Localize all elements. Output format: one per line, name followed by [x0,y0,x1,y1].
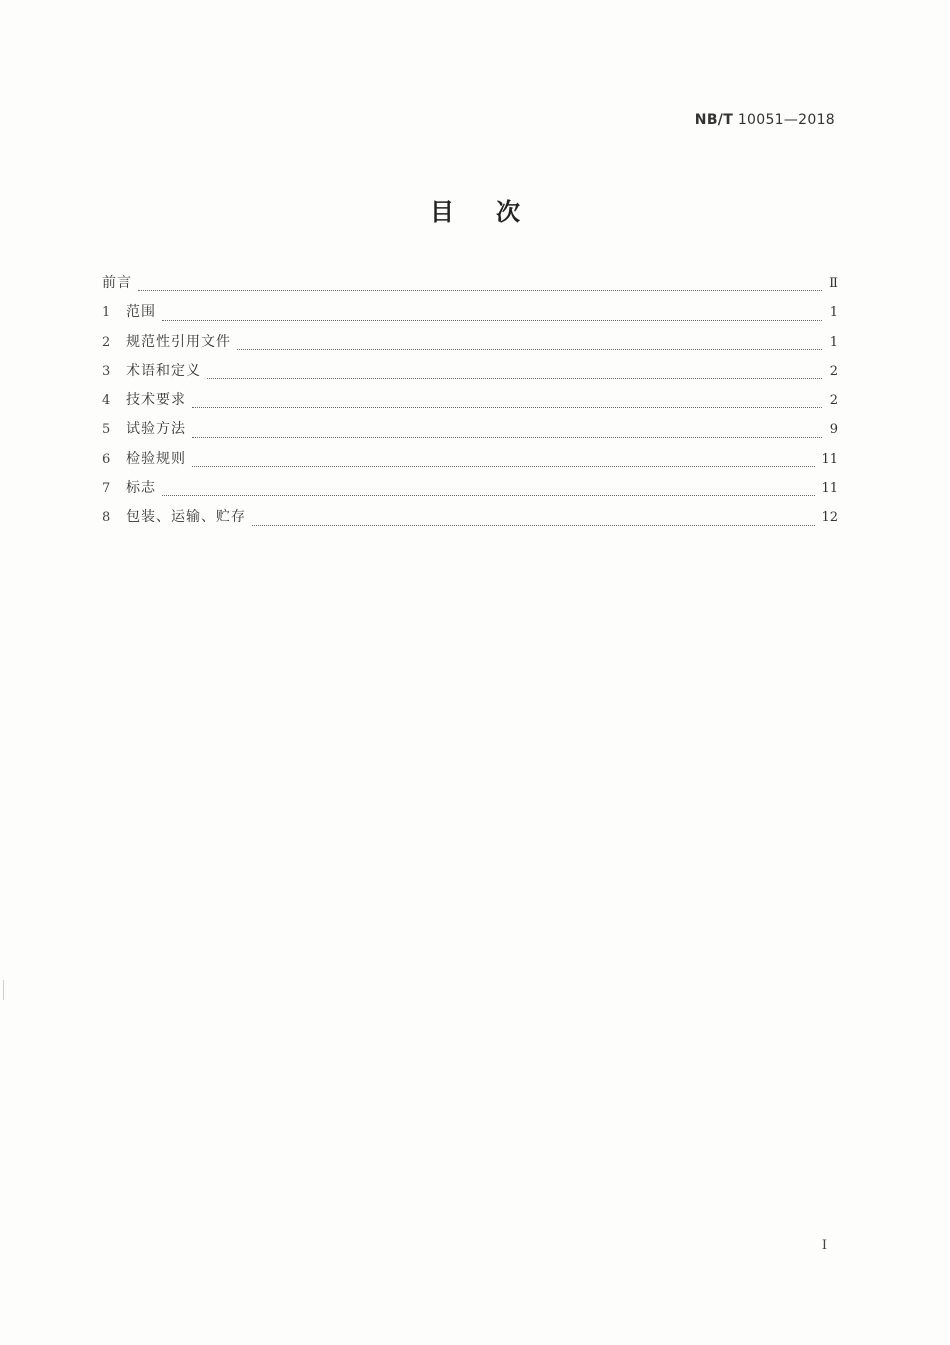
toc-entry-label: 前言 [102,275,132,291]
standard-code [695,112,835,128]
toc-entry-label: 技术要求 [126,392,186,409]
scan-artifact [3,980,4,1000]
toc-entry-label: 术语和定义 [126,362,201,379]
toc-entry[interactable] [102,301,838,330]
standard-prefix: NB/T [694,112,734,128]
toc-entry[interactable] [102,418,838,447]
toc-entry-number: 6 [102,451,111,467]
toc-leader-dots [252,525,815,526]
standard-number: 10051—2018 [737,112,835,128]
toc-entry-page: 2 [829,363,838,379]
toc-title: 目次 [430,198,562,226]
toc-entry-page: 11 [821,451,838,467]
toc-leader-dots [162,320,822,321]
toc-entry[interactable] [102,506,838,535]
toc-entry-number: 8 [102,510,111,526]
toc-entry[interactable] [102,389,838,418]
toc-entry-page: 1 [829,305,838,321]
toc-leader-dots [192,466,815,467]
toc-entry-number: 5 [102,422,111,438]
toc-entry-page: 11 [821,481,838,497]
toc-entry[interactable] [102,448,838,477]
toc-entry-number: 1 [102,305,111,321]
toc-entry-page: 1 [829,334,838,350]
toc-entry-label: 包装、运输、贮存 [126,509,246,526]
toc-entry-label: 检验规则 [126,450,186,467]
toc-entry[interactable] [102,477,838,506]
toc-leader-dots [207,378,822,379]
toc-entry-page: 9 [829,422,838,438]
toc-leader-dots [192,437,822,438]
toc-entry[interactable] [102,272,838,301]
toc-entry-number: 7 [102,481,111,497]
toc-leader-dots [138,290,822,291]
toc-entry-page: 2 [829,393,838,409]
toc-entry-label: 范围 [126,304,156,321]
toc-entry[interactable] [102,360,838,389]
toc-entry-label: 试验方法 [126,421,186,438]
toc-entry-page: 12 [821,510,838,526]
toc-entry-page: Ⅱ [829,276,838,291]
page-number: I [821,1238,827,1253]
toc-leader-dots [237,349,822,350]
toc-entry-number: 4 [102,393,111,409]
toc-entry-label: 规范性引用文件 [126,333,231,350]
toc-leader-dots [192,407,822,408]
toc-leader-dots [162,495,815,496]
toc-entry[interactable] [102,331,838,360]
toc-entry-number: 3 [102,363,111,379]
table-of-contents [102,272,838,536]
toc-entry-number: 2 [102,334,111,350]
toc-entry-label: 标志 [126,480,156,497]
